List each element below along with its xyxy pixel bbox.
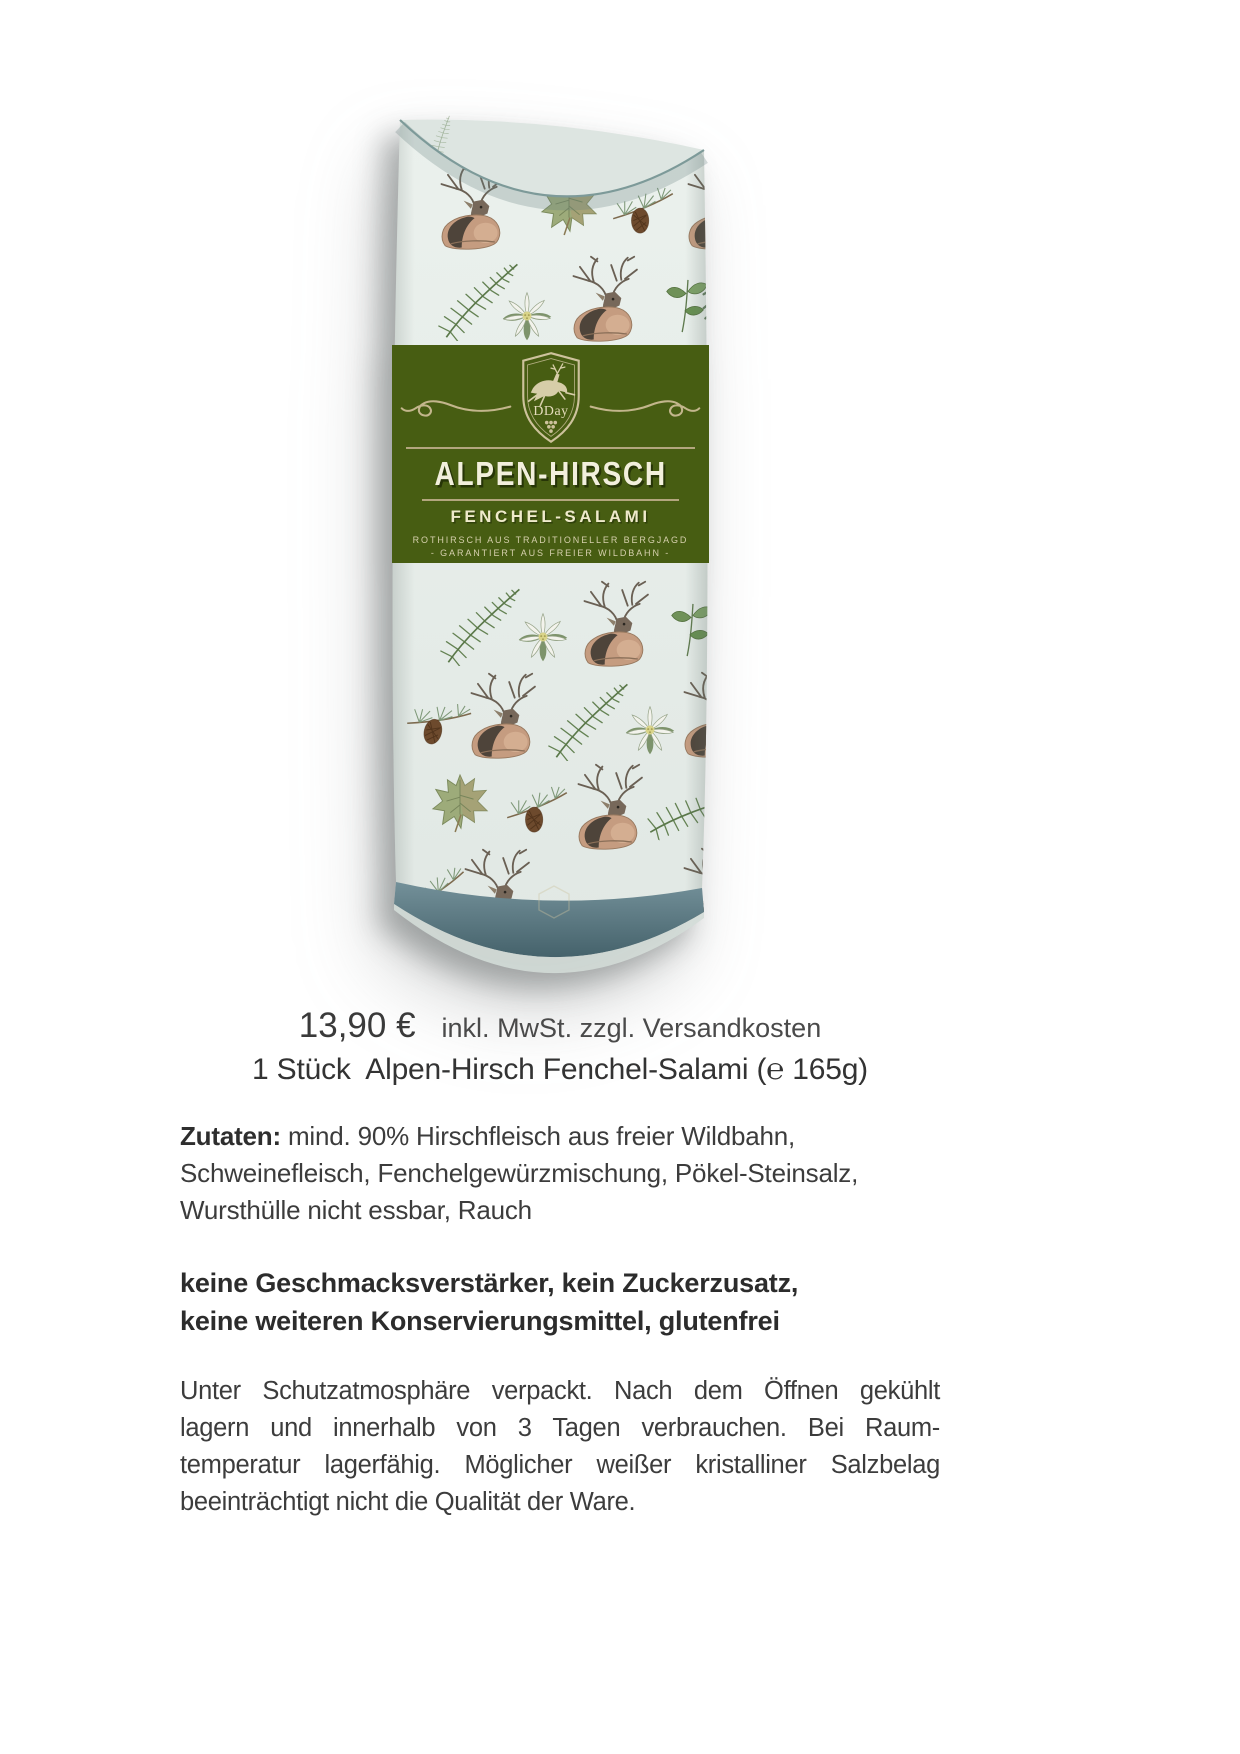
label-tagline-1: ROTHIRSCH AUS TRADITIONELLER BERGJAGD — [412, 535, 689, 545]
claims-paragraph — [180, 1264, 940, 1340]
label-subtitle: FENCHEL-SALAMI — [450, 507, 651, 526]
flourish-right-icon — [589, 389, 701, 419]
ingredients-text: mind. 90% Hirschfleisch aus freier Wildbahn, Schweinefleisch, Fenchelgewürzmischung, Pökel-Steinsalz, Wursthülle nicht essbar, Rauch — [180, 1121, 859, 1225]
storage-line: Unter Schutzatmosphäre verpackt. Nach dem Öffnen gekühlt — [180, 1377, 940, 1405]
storage-line: temperatur lagerfähig. Möglicher weißer kristalliner Salzbelag — [180, 1451, 940, 1479]
storage-line: lagern und innerhalb von 3 Tagen verbrauchen. Bei Raum- — [180, 1414, 940, 1442]
brand-name: DDay — [532, 403, 569, 419]
price: 13,90 € — [298, 1006, 416, 1045]
tax-shipping-note: inkl. MwSt. zzgl. Versandkosten — [441, 1013, 822, 1043]
flourish-left-icon — [400, 389, 512, 419]
package-label — [392, 345, 709, 563]
leaping-deer-icon — [528, 364, 574, 406]
claims-line-2: keine weiteren Konservierungsmittel, glutenfrei — [180, 1306, 780, 1336]
storage-paragraph — [180, 1373, 940, 1521]
storage-line: beeinträchtigt nicht die Qualität der Ware. — [180, 1488, 636, 1516]
ingredients-paragraph — [180, 1118, 940, 1229]
quantity-line: 1 Stück Alpen-Hirsch Fenchel-Salami (℮ 165g) — [252, 1053, 868, 1086]
label-divider-top — [406, 447, 695, 449]
label-title: ALPEN-HIRSCH — [434, 455, 667, 492]
ingredients-label: Zutaten: — [180, 1121, 281, 1151]
label-tagline-2: - GARANTIERT AUS FREIER WILDBAHN - — [430, 548, 671, 558]
grape-cluster-icon — [544, 421, 556, 433]
product-info — [180, 1006, 940, 1521]
brand-shield-icon — [519, 351, 583, 445]
label-divider-bottom — [422, 499, 679, 501]
claims-line-1: keine Geschmacksverstärker, kein Zuckerzusatz, — [180, 1268, 799, 1298]
price-line — [180, 1006, 940, 1046]
